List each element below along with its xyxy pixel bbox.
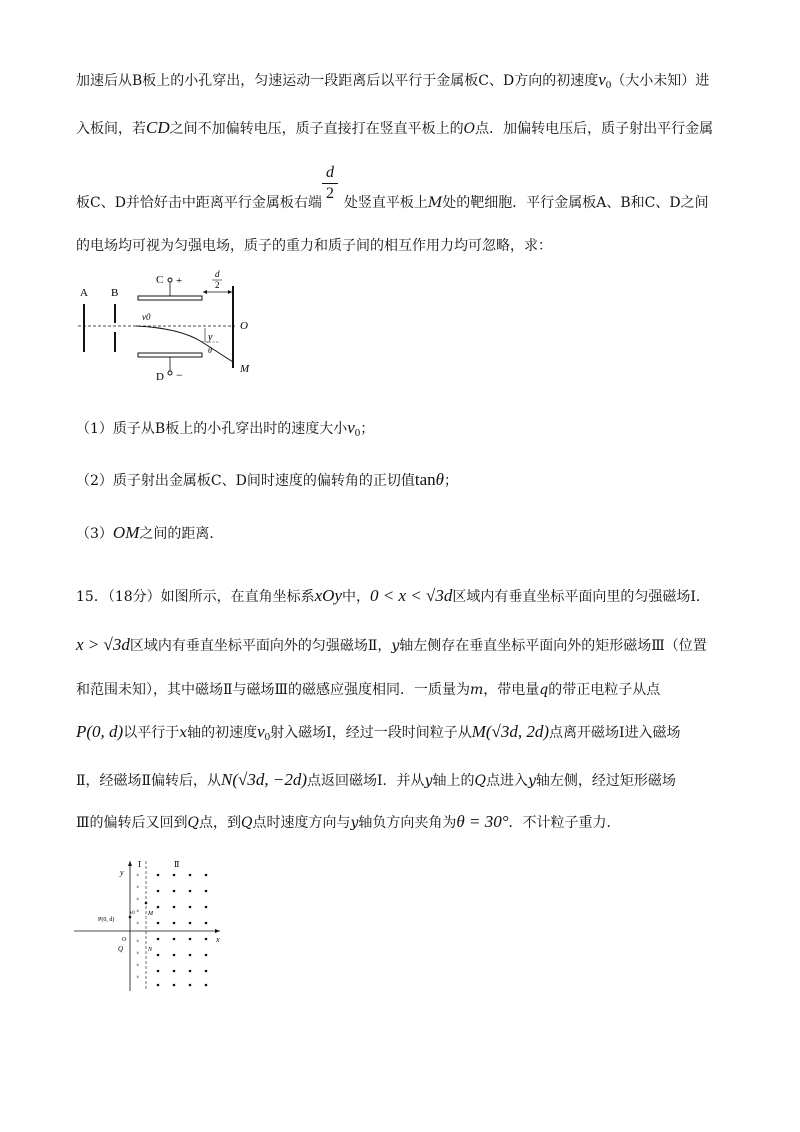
symbol-q: Q [474, 773, 486, 789]
symbol-tan-theta: tanθ [414, 470, 444, 489]
label-region-ii: Ⅱ [174, 860, 180, 869]
fraction-bar [322, 183, 338, 184]
terminal-d [168, 371, 172, 375]
text-segment: ．不计粒子重力． [508, 815, 621, 831]
text-segment: 之间不加偏转电压，质子直接打在竖直平板上的 [169, 121, 464, 137]
text-segment: 区域内有垂直坐标平面向外的匀强磁场Ⅱ， [129, 638, 392, 654]
svg-text:×: × [136, 897, 140, 903]
problem15-line5 [76, 770, 736, 791]
plate-d [138, 353, 202, 357]
label-theta: θ [208, 346, 212, 355]
math-range-2: x > √3d [76, 635, 130, 654]
text-segment: 点．加偏转电压后，质子射出平行金属 [475, 121, 714, 137]
math-theta-30: θ = 30° [456, 812, 509, 831]
label-y: y [120, 868, 124, 877]
text-segment: 之间的距离． [139, 526, 224, 542]
label-point-p: P(0, d) [98, 917, 115, 923]
text-segment: 入板间，若 [76, 121, 146, 137]
svg-text:×: × [136, 873, 140, 879]
x-axis-arrow [215, 929, 220, 933]
text-segment: 轴左侧，经过矩形磁场 [535, 773, 676, 789]
question2 [76, 470, 736, 491]
region-ii-dots [157, 874, 208, 987]
svg-text:×: × [136, 885, 140, 891]
symbol-x: x [179, 725, 188, 741]
fraction-numerator: d [326, 164, 334, 181]
terminal-c [168, 278, 172, 282]
problem15-line2 [76, 635, 736, 656]
text-segment: ； [443, 473, 458, 489]
symbol-v0: $v_0$ [598, 70, 612, 91]
label-plate-a: A [80, 287, 88, 299]
text-segment: 中， [342, 589, 371, 605]
paragraph1-line1 [76, 70, 736, 95]
problem15-line1 [76, 586, 736, 607]
text-segment: ，带电量 [483, 682, 540, 698]
label-o: O [240, 320, 248, 332]
figure2-magnetic-field-diagram [70, 855, 230, 995]
symbol-m: m [470, 682, 484, 698]
math-point-m: M(√3d, 2d) [471, 722, 550, 741]
text-segment: （大小未知）进 [611, 73, 710, 89]
paragraph1-line2 [76, 118, 736, 139]
text-segment: 的带正电粒子从点 [548, 682, 661, 698]
point-m [145, 902, 148, 905]
text-segment: Ⅱ，经磁场Ⅱ偏转后，从 [76, 773, 222, 789]
label-region-i: Ⅰ [138, 860, 142, 869]
symbol-y: y [350, 815, 359, 831]
problem15-line3 [76, 680, 736, 700]
paragraph1-line4 [76, 236, 736, 256]
symbol-m: M [427, 195, 443, 211]
symbol-xoy: xOy [314, 586, 343, 605]
label-x: x [216, 935, 220, 944]
label-plate-b: B [111, 287, 119, 299]
label-v0: v0 [130, 911, 135, 916]
label-origin: O [122, 937, 127, 943]
plate-c [138, 296, 202, 300]
symbol-o: O [463, 121, 476, 137]
text-segment: （3） [76, 526, 113, 542]
text-segment: 处竖直平板上 [343, 195, 428, 211]
text-segment: Ⅲ的偏转后又回到 [76, 815, 188, 831]
text-segment: 点进入 [485, 773, 528, 789]
svg-text:×: × [136, 951, 140, 957]
text-segment: 轴上的 [432, 773, 475, 789]
figure1-deflection-diagram [70, 268, 260, 388]
text-segment: 点时速度方向与 [252, 815, 351, 831]
symbol-y: y [527, 773, 536, 789]
label-point-q: Q [118, 945, 124, 953]
label-point-m: M [148, 911, 153, 917]
label-y: y [208, 332, 213, 343]
text-segment: 15．（18分）如图所示，在直角坐标系 [76, 589, 315, 605]
y-axis-arrow [128, 861, 132, 866]
text-segment: 以平行于 [123, 725, 180, 741]
svg-text:×: × [136, 975, 140, 981]
math-point-p: P(0, d) [76, 722, 124, 741]
symbol-q: Q [187, 815, 199, 831]
svg-text:×: × [136, 963, 140, 969]
symbol-y: y [391, 638, 400, 654]
text-segment: 处的靶细胞．平行金属板A、B和C、D之间 [442, 195, 709, 211]
symbol-v0: $v_0$ [347, 418, 361, 439]
sign-plus: + [176, 275, 183, 287]
text-segment: 轴负方向夹角为 [358, 815, 457, 831]
text-segment: 点返回磁场Ⅰ．并从 [307, 773, 425, 789]
text-segment: 加速后从B板上的小孔穿出，匀速运动一段距离后以平行于金属板C、D方向的初速度 [76, 73, 599, 89]
label-v0: v0 [142, 312, 151, 322]
problem15-line4 [76, 722, 736, 747]
text-segment: 区域内有垂直坐标平面向里的匀强磁场Ⅰ． [452, 589, 710, 605]
math-range-1: 0 < x < √3d [370, 586, 453, 605]
text-segment: （2）质子射出金属板C、D间时速度的偏转角的正切值 [76, 473, 415, 489]
text-segment: 轴左侧存在垂直坐标平面向外的矩形磁场Ⅲ（位置 [399, 638, 707, 654]
text-segment: 板C、D并恰好击中距离平行金属板右端 [76, 195, 322, 211]
text-segment: 射入磁场Ⅰ，经过一段时间粒子从 [270, 725, 472, 741]
symbol-cd: CD [146, 118, 170, 137]
symbol-q: q [539, 682, 549, 698]
label-d2-num: d [215, 269, 220, 279]
question3 [76, 523, 736, 544]
symbol-q: Q [241, 815, 253, 831]
text-segment: （1）质子从B板上的小孔穿出时的速度大小 [76, 421, 348, 437]
label-plate-d: D [156, 371, 164, 383]
text-segment: ； [360, 421, 375, 437]
symbol-v0: $v_0$ [257, 722, 271, 743]
label-d2-den: 2 [215, 280, 220, 290]
text-segment: 点离开磁场Ⅰ进入磁场 [549, 725, 681, 741]
text-segment: 轴的初速度 [187, 725, 258, 741]
point-p [129, 916, 132, 919]
svg-text:×: × [136, 939, 140, 945]
fraction-denominator: 2 [326, 185, 334, 202]
region-i-crosses [136, 873, 139, 981]
symbol-y: y [424, 773, 433, 789]
math-point-n: N(√3d, −2d) [221, 770, 307, 789]
paragraph1-line3 [76, 193, 736, 213]
svg-text:×: × [136, 909, 140, 915]
symbol-om: OM [112, 523, 140, 542]
problem15-line6 [76, 812, 736, 833]
text-segment: 和范围未知），其中磁场Ⅱ与磁场Ⅲ的磁感应强度相同．一质量为 [76, 682, 471, 698]
label-m: M [240, 363, 250, 375]
text-segment: 的电场均可视为匀强电场，质子的重力和质子间的相互作用力均可忽略，求： [76, 238, 552, 254]
question1 [76, 418, 736, 443]
label-plate-c: C [156, 274, 164, 286]
sign-minus: − [176, 368, 183, 382]
label-point-n: N [148, 947, 153, 953]
text-segment: 点，到 [199, 815, 241, 831]
svg-text:×: × [136, 921, 140, 927]
